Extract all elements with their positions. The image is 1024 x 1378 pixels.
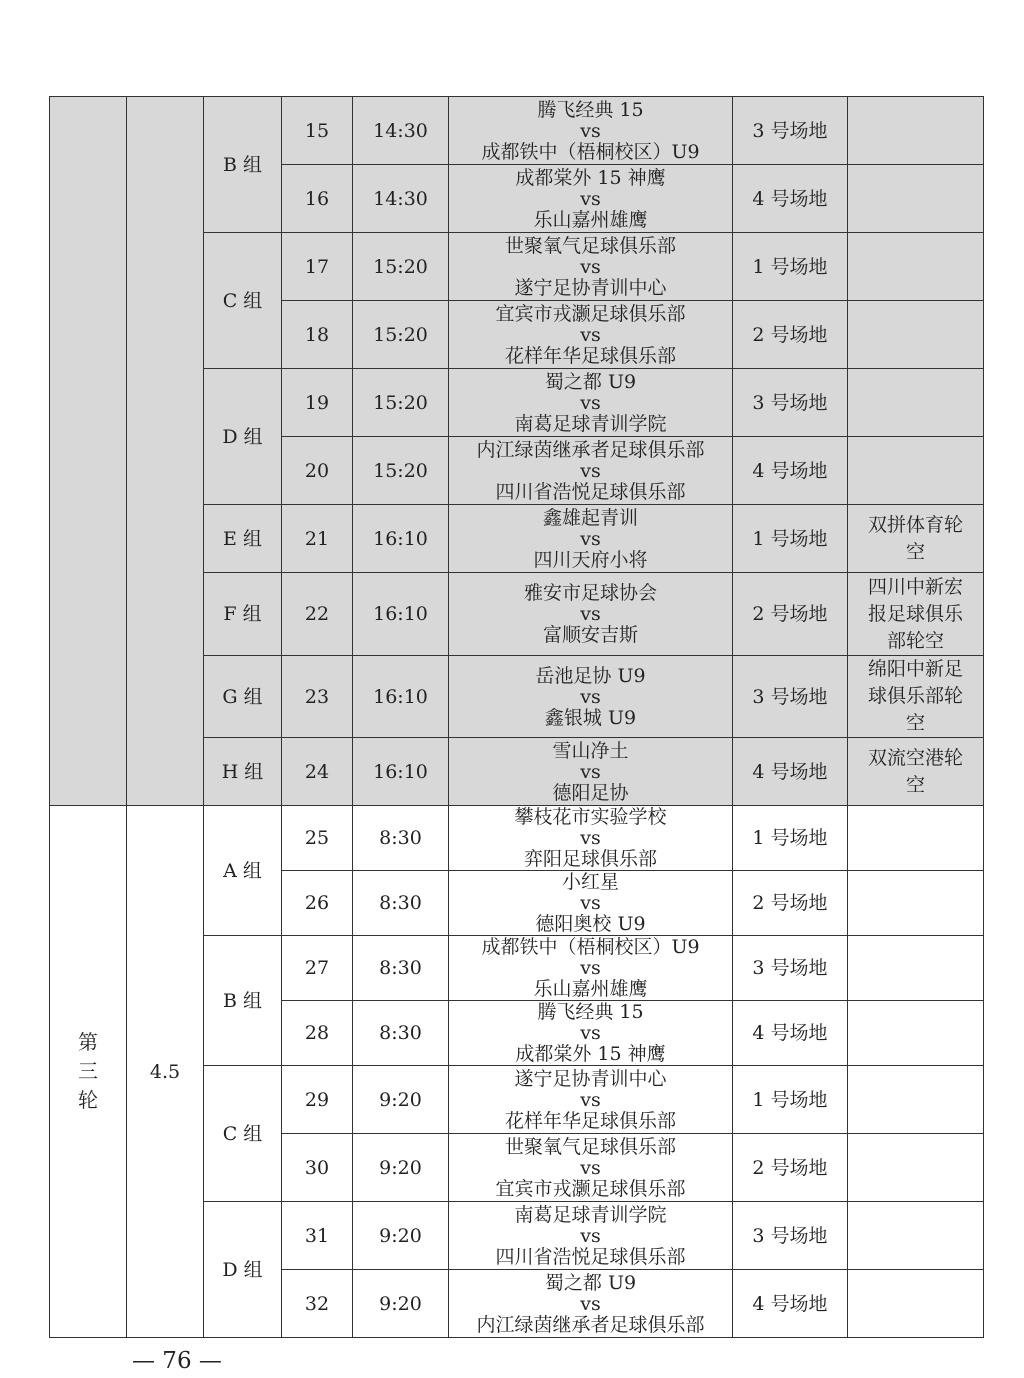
match-teams	[449, 369, 733, 437]
home-team: 岳池足协 U9	[535, 664, 646, 687]
home-team: 遂宁足协青训中心	[514, 1067, 667, 1090]
match-teams	[449, 656, 733, 738]
home-team: 攀枝花市实验学校	[514, 806, 667, 828]
note-cell	[848, 1001, 984, 1066]
match-time: 14:30	[353, 165, 449, 233]
match-teams	[449, 871, 733, 936]
note-cell	[848, 871, 984, 936]
date-cell	[127, 97, 204, 806]
match-number: 19	[282, 369, 353, 437]
schedule-table	[49, 96, 984, 1338]
match-teams	[449, 1134, 733, 1202]
match-number: 31	[282, 1202, 353, 1270]
match-time: 8:30	[353, 1001, 449, 1066]
vs-label: vs	[580, 323, 601, 346]
date-cell: 4.5	[127, 806, 204, 1338]
venue: 4 号场地	[733, 437, 848, 505]
round-cell	[50, 806, 127, 1338]
vs-label: vs	[580, 685, 601, 708]
match-time: 9:20	[353, 1134, 449, 1202]
vs-label: vs	[580, 527, 601, 550]
match-teams	[449, 806, 733, 871]
match-time: 9:20	[353, 1202, 449, 1270]
match-time: 8:30	[353, 936, 449, 1001]
match-time: 15:20	[353, 301, 449, 369]
match-teams	[449, 1001, 733, 1066]
note-cell	[848, 301, 984, 369]
note-cell	[848, 936, 984, 1001]
vs-label: vs	[580, 603, 601, 625]
vs-label: vs	[580, 119, 601, 142]
away-team: 成都棠外 15 神鹰	[515, 1043, 666, 1065]
venue: 1 号场地	[733, 233, 848, 301]
venue: 4 号场地	[733, 1001, 848, 1066]
venue: 2 号场地	[733, 871, 848, 936]
note-cell	[848, 165, 984, 233]
match-number: 15	[282, 97, 353, 165]
note-cell	[848, 1066, 984, 1134]
round-label: 第三轮	[78, 1030, 98, 1112]
home-team: 腾飞经典 15	[537, 98, 644, 121]
vs-label: vs	[580, 187, 601, 210]
match-number: 18	[282, 301, 353, 369]
away-team: 德阳足协	[552, 781, 629, 804]
match-time: 14:30	[353, 97, 449, 165]
venue: 1 号场地	[733, 505, 848, 573]
home-team: 成都棠外 15 神鹰	[515, 166, 666, 189]
group-cell: G 组	[204, 656, 282, 738]
venue: 4 号场地	[733, 738, 848, 806]
away-team: 成都铁中（梧桐校区）U9	[481, 140, 700, 163]
match-time: 15:20	[353, 369, 449, 437]
away-team: 弈阳足球俱乐部	[523, 848, 657, 870]
away-team: 德阳奥校 U9	[535, 913, 646, 935]
home-team: 南葛足球青训学院	[514, 1203, 667, 1226]
away-team: 富顺安吉斯	[542, 624, 638, 646]
home-team: 雪山净土	[552, 739, 629, 762]
table-row	[50, 97, 984, 165]
note-cell	[848, 233, 984, 301]
match-time: 16:10	[353, 738, 449, 806]
match-teams	[449, 1270, 733, 1338]
venue: 3 号场地	[733, 369, 848, 437]
match-time: 8:30	[353, 871, 449, 936]
match-number: 22	[282, 573, 353, 656]
home-team: 雅安市足球协会	[523, 582, 657, 604]
note-cell	[848, 97, 984, 165]
match-time: 9:20	[353, 1270, 449, 1338]
match-number: 28	[282, 1001, 353, 1066]
group-cell: D 组	[204, 369, 282, 505]
home-team: 宜宾市戎灏足球俱乐部	[495, 302, 686, 325]
match-teams	[449, 165, 733, 233]
vs-label: vs	[580, 1156, 601, 1179]
match-number: 21	[282, 505, 353, 573]
group-cell: H 组	[204, 738, 282, 806]
venue: 3 号场地	[733, 936, 848, 1001]
away-team: 四川省浩悦足球俱乐部	[495, 1245, 686, 1268]
home-team: 蜀之都 U9	[544, 370, 637, 393]
match-time: 9:20	[353, 1066, 449, 1134]
vs-label: vs	[580, 1292, 601, 1315]
note-cell	[848, 369, 984, 437]
match-number: 27	[282, 936, 353, 1001]
table-row	[50, 806, 984, 871]
match-teams	[449, 1202, 733, 1270]
home-team: 成都铁中（梧桐校区）U9	[481, 936, 700, 958]
venue: 2 号场地	[733, 573, 848, 656]
venue: 4 号场地	[733, 1270, 848, 1338]
match-number: 32	[282, 1270, 353, 1338]
match-teams	[449, 573, 733, 656]
bye-note: 双流空港轮空	[867, 746, 963, 796]
home-team: 世聚氧气足球俱乐部	[504, 1135, 676, 1158]
group-cell: B 组	[204, 936, 282, 1066]
note-cell	[848, 1270, 984, 1338]
note-cell	[848, 806, 984, 871]
away-team: 花样年华足球俱乐部	[504, 1109, 676, 1132]
match-teams	[449, 505, 733, 573]
group-cell: F 组	[204, 573, 282, 656]
match-teams	[449, 301, 733, 369]
note-cell	[848, 437, 984, 505]
match-teams	[449, 233, 733, 301]
home-team: 腾飞经典 15	[537, 1001, 644, 1023]
away-team: 乐山嘉州雄鹰	[533, 208, 648, 231]
away-team: 乐山嘉州雄鹰	[533, 978, 648, 1000]
match-teams	[449, 97, 733, 165]
match-time: 15:20	[353, 233, 449, 301]
bye-note: 绵阳中新足球俱乐部轮空	[867, 658, 963, 734]
away-team: 宜宾市戎灏足球俱乐部	[495, 1177, 686, 1200]
match-number: 16	[282, 165, 353, 233]
away-team: 花样年华足球俱乐部	[504, 344, 676, 367]
match-teams	[449, 437, 733, 505]
home-team: 蜀之都 U9	[544, 1271, 637, 1294]
vs-label: vs	[580, 1022, 601, 1044]
vs-label: vs	[580, 459, 601, 482]
match-teams	[449, 936, 733, 1001]
group-cell: C 组	[204, 1066, 282, 1202]
match-number: 29	[282, 1066, 353, 1134]
note-cell	[848, 1202, 984, 1270]
home-team: 内江绿茵继承者足球俱乐部	[476, 438, 705, 461]
venue: 1 号场地	[733, 1066, 848, 1134]
group-cell: E 组	[204, 505, 282, 573]
venue: 1 号场地	[733, 806, 848, 871]
page-number: — 76 —	[132, 1348, 222, 1374]
away-team: 遂宁足协青训中心	[514, 276, 667, 299]
note-cell	[848, 1134, 984, 1202]
venue: 2 号场地	[733, 301, 848, 369]
away-team: 四川省浩悦足球俱乐部	[495, 480, 686, 503]
away-team: 内江绿茵继承者足球俱乐部	[476, 1313, 705, 1336]
vs-label: vs	[580, 1224, 601, 1247]
vs-label: vs	[580, 827, 601, 849]
home-team: 鑫雄起青训	[542, 506, 638, 529]
vs-label: vs	[580, 255, 601, 278]
away-team: 鑫银城 U9	[544, 706, 637, 729]
match-teams	[449, 1066, 733, 1134]
venue: 3 号场地	[733, 97, 848, 165]
bye-note: 四川中新宏报足球俱乐部轮空	[867, 575, 963, 652]
round-cell	[50, 97, 127, 806]
match-number: 20	[282, 437, 353, 505]
venue: 4 号场地	[733, 165, 848, 233]
match-time: 16:10	[353, 505, 449, 573]
group-cell: B 组	[204, 97, 282, 233]
note-cell	[848, 656, 984, 738]
venue: 3 号场地	[733, 1202, 848, 1270]
vs-label: vs	[580, 760, 601, 783]
match-number: 17	[282, 233, 353, 301]
match-number: 30	[282, 1134, 353, 1202]
match-number: 24	[282, 738, 353, 806]
home-team: 世聚氧气足球俱乐部	[504, 234, 676, 257]
vs-label: vs	[580, 957, 601, 979]
match-time: 16:10	[353, 573, 449, 656]
vs-label: vs	[580, 391, 601, 414]
note-cell	[848, 505, 984, 573]
match-time: 8:30	[353, 806, 449, 871]
vs-label: vs	[580, 892, 601, 914]
group-cell: A 组	[204, 806, 282, 936]
bye-note: 双拼体育轮空	[867, 513, 963, 563]
note-cell	[848, 573, 984, 656]
match-time: 16:10	[353, 656, 449, 738]
venue: 2 号场地	[733, 1134, 848, 1202]
match-number: 23	[282, 656, 353, 738]
match-teams	[449, 738, 733, 806]
away-team: 南葛足球青训学院	[514, 412, 667, 435]
match-time: 15:20	[353, 437, 449, 505]
match-number: 25	[282, 806, 353, 871]
group-cell: D 组	[204, 1202, 282, 1338]
away-team: 四川天府小将	[533, 548, 648, 571]
group-cell: C 组	[204, 233, 282, 369]
home-team: 小红星	[561, 871, 619, 893]
note-cell	[848, 738, 984, 806]
venue: 3 号场地	[733, 656, 848, 738]
vs-label: vs	[580, 1088, 601, 1111]
match-number: 26	[282, 871, 353, 936]
